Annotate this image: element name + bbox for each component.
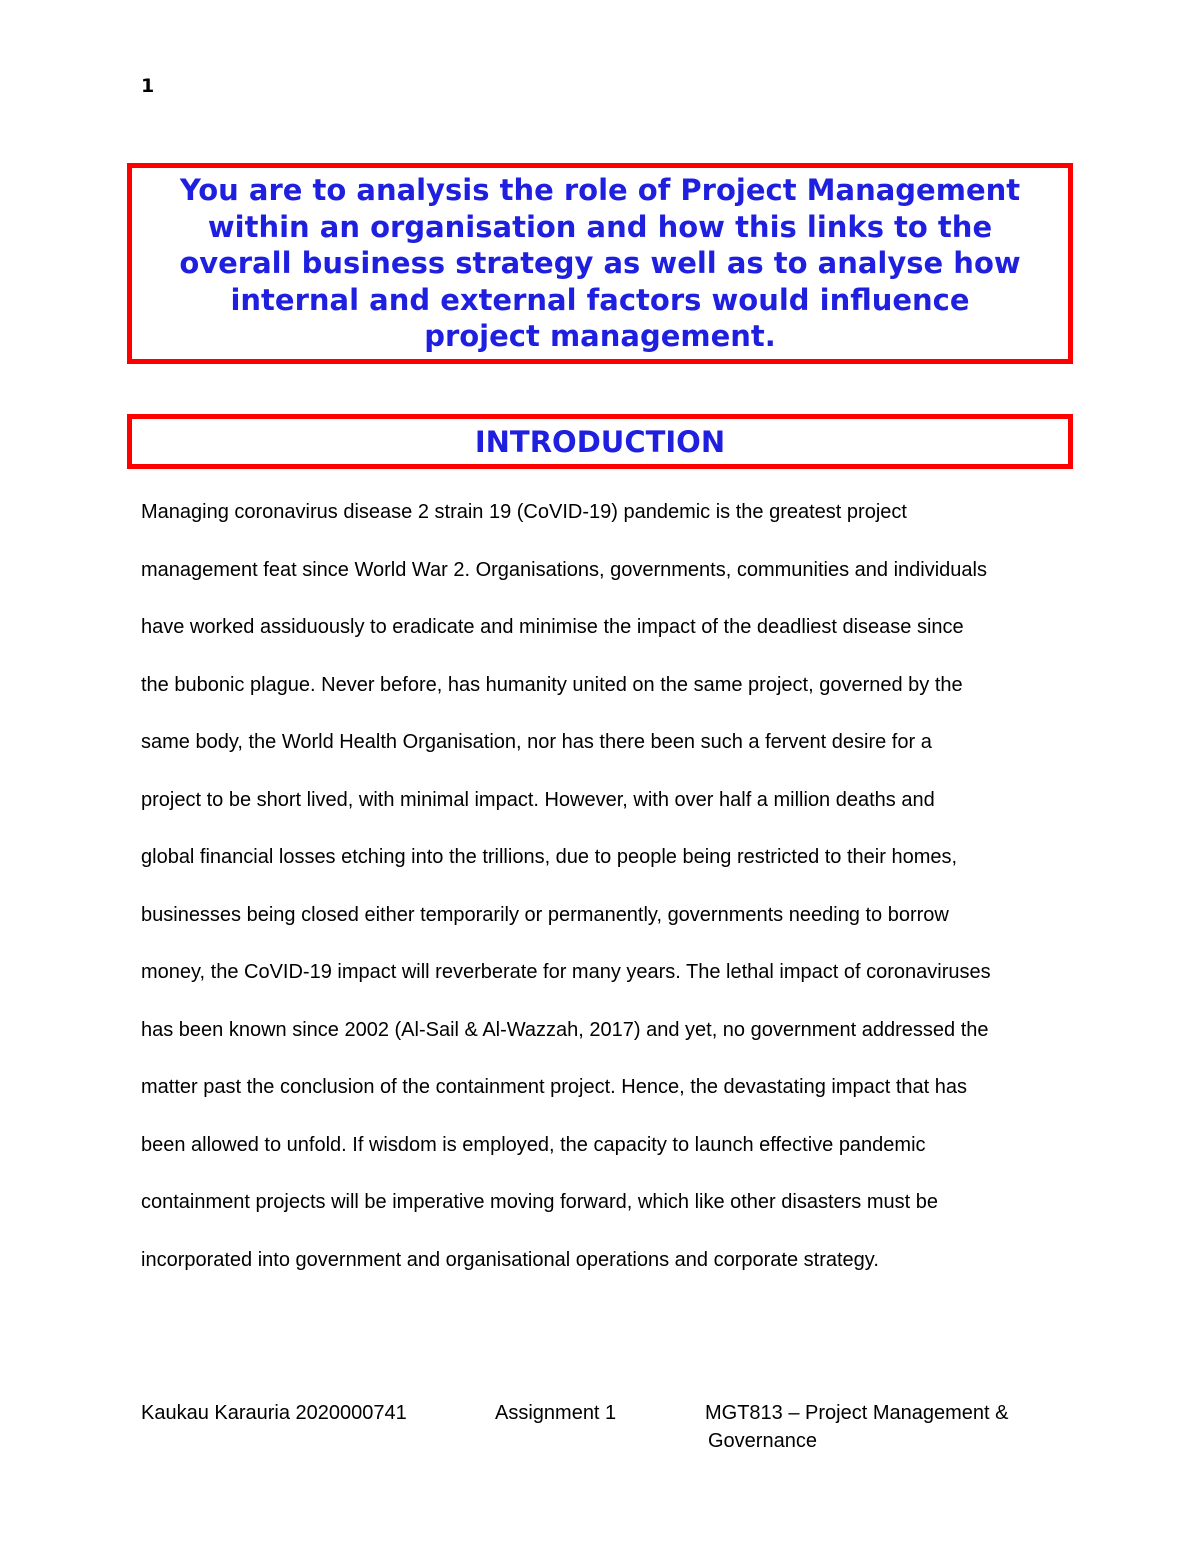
- paragraph-line: businesses being closed either temporarily or permanently, governments needing to borrow: [141, 903, 949, 926]
- page-footer: [141, 1399, 1066, 1459]
- introduction-paragraph: [141, 484, 1066, 1289]
- paragraph-line: Managing coronavirus disease 2 strain 19 (CoVID-19) pandemic is the greatest project: [141, 501, 907, 523]
- task-statement-line: project management.: [424, 319, 776, 354]
- task-statement: [142, 172, 1058, 355]
- task-statement-line: internal and external factors would influence: [230, 282, 970, 317]
- paragraph-line: money, the CoVID-19 impact will reverberate for many years. The lethal impact of coronaviruses: [141, 961, 991, 983]
- page-number: 1: [141, 75, 155, 97]
- paragraph-line: global financial losses etching into the trillions, due to people being restricted to their homes,: [141, 846, 958, 868]
- paragraph-line: management feat since World War 2. Organisations, governments, communities and individuals: [141, 558, 987, 581]
- paragraph-line: has been known since 2002 (Al-Sail & Al-Wazzah, 2017) and yet, no government addressed the: [141, 1018, 989, 1041]
- footer-course-line: Governance: [708, 1430, 817, 1452]
- paragraph-line: matter past the conclusion of the containment project. Hence, the devastating impact that has: [141, 1076, 968, 1098]
- paragraph-line: incorporated into government and organisational operations and corporate strategy.: [141, 1248, 879, 1271]
- introduction-heading-box: [127, 414, 1073, 469]
- task-statement-line: overall business strategy as well as to analyse how: [179, 246, 1021, 281]
- task-statement-line: You are to analysis the role of Project Management: [179, 173, 1021, 208]
- footer-author: Kaukau Karauria 2020000741: [141, 1402, 407, 1424]
- paragraph-line: same body, the World Health Organisation, nor has there been such a fervent desire for a: [141, 731, 932, 753]
- task-statement-line: within an organisation and how this links to the: [207, 209, 993, 244]
- paragraph-line: containment projects will be imperative moving forward, which like other disasters must be: [141, 1191, 939, 1213]
- paragraph-line: the bubonic plague. Never before, has humanity united on the same project, governed by the: [141, 673, 963, 696]
- paragraph-line: project to be short lived, with minimal impact. However, with over half a million deaths and: [141, 788, 935, 811]
- footer-course-line: MGT813 – Project Management &: [705, 1402, 1009, 1424]
- footer-assignment: Assignment 1: [495, 1402, 617, 1424]
- paragraph-line: have worked assiduously to eradicate and minimise the impact of the deadliest disease since: [141, 616, 964, 638]
- footer-course: [705, 1399, 1045, 1455]
- task-statement-box: [127, 163, 1073, 364]
- introduction-heading: INTRODUCTION: [474, 424, 726, 459]
- paragraph-line: been allowed to unfold. If wisdom is employed, the capacity to launch effective pandemic: [141, 1133, 926, 1156]
